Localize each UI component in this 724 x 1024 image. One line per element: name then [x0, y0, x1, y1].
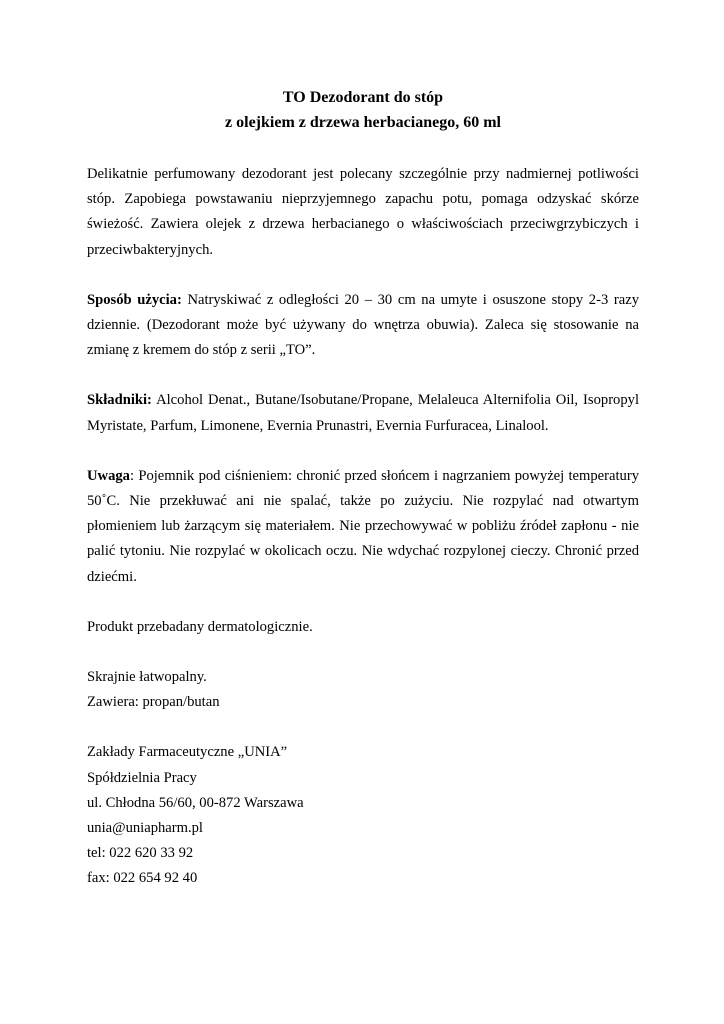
- ingredients-label: Składniki:: [87, 392, 152, 409]
- ingredients-text: Alcohol Denat., Butane/Isobutane/Propane, Melaleuca Alternifolia Oil, Isopropyl Myristate, Parfum, Limonene, Evernia Prunastri, Evernia Furfuracea, Linalool.: [87, 392, 639, 434]
- title-line-1: TO Dezodorant do stóp: [282, 89, 444, 106]
- usage-paragraph: [87, 288, 639, 364]
- flammability-line-1: Skrajnie łatwopalny.: [87, 669, 207, 686]
- tested-statement: Produkt przebadany dermatologicznie.: [87, 618, 313, 635]
- flammability-block: [87, 665, 639, 715]
- manufacturer-email: unia@uniapharm.pl: [87, 820, 203, 837]
- document-page: [87, 85, 639, 917]
- product-title: [87, 85, 639, 135]
- warning-label: Uwaga: [87, 467, 130, 484]
- manufacturer-fax: fax: 022 654 92 40: [87, 870, 198, 887]
- warning-paragraph: [87, 464, 639, 590]
- usage-label: Sposób użycia:: [87, 291, 182, 308]
- title-line-2: z olejkiem z drzewa herbacianego, 60 ml: [225, 114, 501, 131]
- usage-text: Natryskiwać z odległości 20 – 30 cm na umyte i osuszone stopy 2-3 razy dziennie. (Dezodorant może być używany do wnętrza obuwia). Zaleca się stosowanie na zmianę z kremem do stóp z serii „TO”.: [87, 291, 639, 359]
- ingredients-paragraph: [87, 388, 639, 438]
- manufacturer-block: [87, 740, 639, 891]
- manufacturer-tel: tel: 022 620 33 92: [87, 845, 194, 862]
- manufacturer-address: ul. Chłodna 56/60, 00-872 Warszawa: [87, 794, 304, 811]
- warning-text: : Pojemnik pod ciśnieniem: chronić przed słońcem i nagrzaniem powyżej temperatury 50˚C. Nie przekłuwać ani nie spalać, także po zużyciu. Nie rozpylać nad otwartym płomieniem lub żarzącym się materiałem. Nie przechowywać w pobliżu źródeł zapłonu - nie palić tytoniu. Nie rozpylać w okolicach oczu. Nie wdychać rozpylonej cieczy. Chronić przed dziećmi.: [87, 467, 639, 585]
- flammability-line-2: Zawiera: propan/butan: [87, 694, 220, 711]
- description-paragraph: Delikatnie perfumowany dezodorant jest polecany szczególnie przy nadmiernej potliwości stóp. Zapobiega powstawaniu nieprzyjemnego zapachu potu, pomaga odzyskać skórze świeżość. Zawiera olejek z drzewa herbacianego o właściwościach przeciwgrzybiczych i przeciwbakteryjnych.: [87, 166, 639, 258]
- manufacturer-name: Zakłady Farmaceutyczne „UNIA”: [87, 744, 288, 761]
- manufacturer-org: Spółdzielnia Pracy: [87, 769, 197, 786]
